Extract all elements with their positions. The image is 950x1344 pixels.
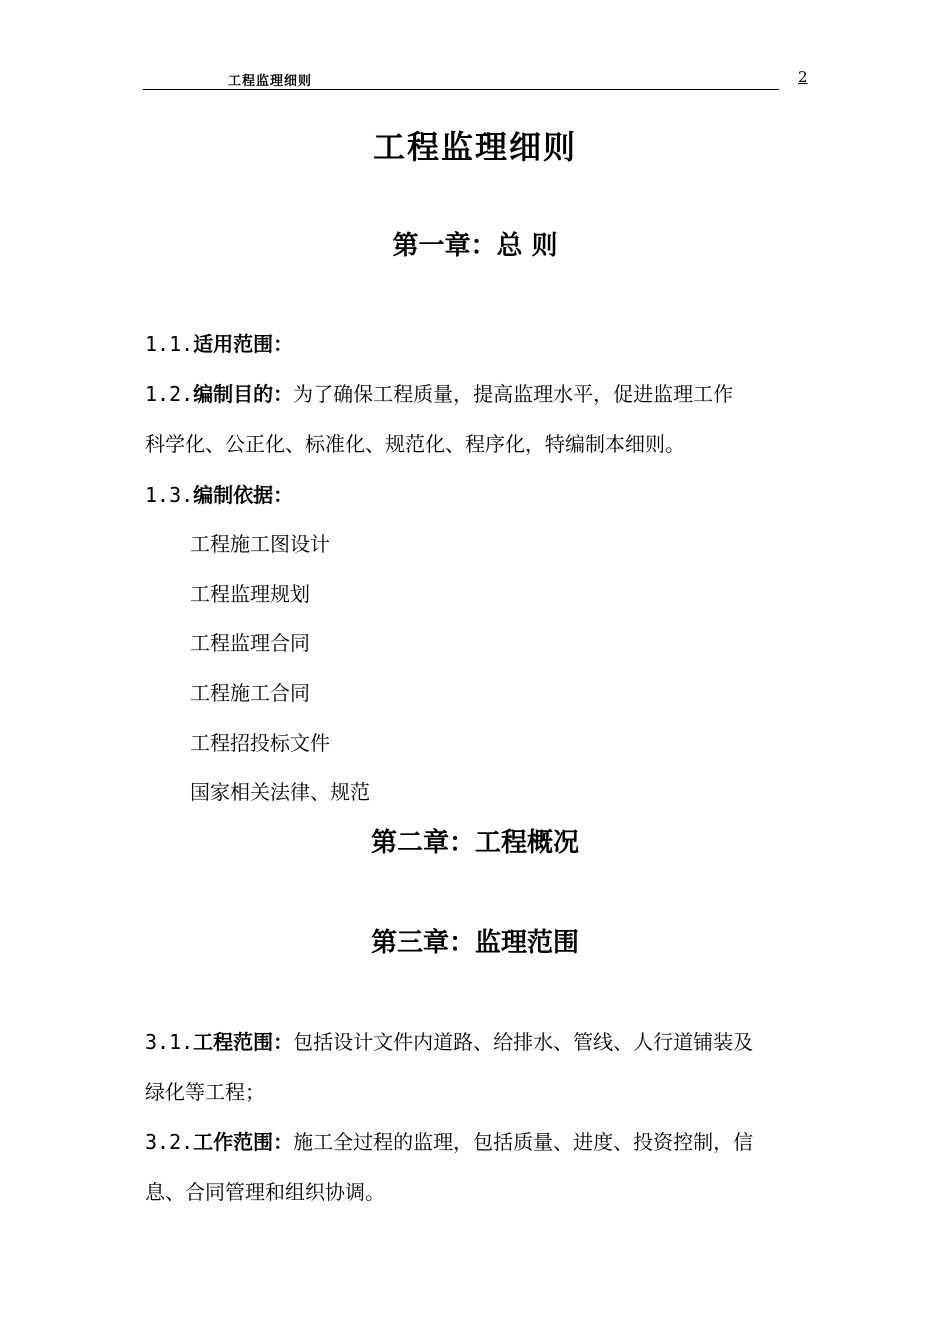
section-number: 1.2. bbox=[145, 382, 194, 406]
section-3-2 bbox=[145, 1126, 810, 1155]
section-text: 为了确保工程质量，提高监理水平，促进监理工作 bbox=[293, 382, 734, 406]
section-number: 1.1. bbox=[145, 332, 194, 356]
section-label: 工作范围： bbox=[193, 1130, 294, 1154]
document-title: 工程监理细则 bbox=[372, 128, 577, 166]
section-label: 编制目的： bbox=[193, 382, 294, 406]
header-divider bbox=[143, 89, 779, 90]
section-label: 适用范围： bbox=[193, 332, 294, 356]
page-number: 2 bbox=[798, 68, 808, 86]
section-1-2 bbox=[145, 378, 810, 407]
section-3-1-continued: 绿化等工程； bbox=[145, 1080, 265, 1104]
section-1-2-continued: 科学化、公正化、标准化、规范化、程序化，特编制本细则。 bbox=[145, 432, 685, 456]
section-3-1 bbox=[145, 1026, 810, 1055]
basis-item: 工程施工图设计 bbox=[190, 532, 330, 556]
chapter-2-heading: 第二章：工程概况 bbox=[370, 828, 579, 858]
section-1-1 bbox=[145, 328, 810, 357]
basis-item: 工程监理合同 bbox=[190, 631, 310, 655]
section-number: 3.2. bbox=[145, 1130, 194, 1154]
chapter-3-heading: 第三章：监理范围 bbox=[370, 928, 579, 958]
chapter-1-heading: 第一章：总 则 bbox=[392, 231, 558, 261]
basis-item: 国家相关法律、规范 bbox=[190, 780, 370, 804]
basis-item: 工程施工合同 bbox=[190, 681, 310, 705]
section-number: 3.1. bbox=[145, 1030, 194, 1054]
section-text: 施工全过程的监理，包括质量、进度、投资控制，信 bbox=[293, 1130, 754, 1154]
running-header-title: 工程监理细则 bbox=[228, 74, 313, 89]
section-number: 1.3. bbox=[145, 483, 194, 507]
basis-item: 工程监理规划 bbox=[190, 582, 310, 606]
section-label: 工程范围： bbox=[193, 1030, 294, 1054]
section-1-3 bbox=[145, 479, 810, 508]
section-text: 包括设计文件内道路、给排水、管线、人行道铺装及 bbox=[293, 1030, 754, 1054]
section-label: 编制依据： bbox=[193, 483, 294, 507]
basis-item: 工程招投标文件 bbox=[190, 731, 330, 755]
section-3-2-continued: 息、合同管理和组织协调。 bbox=[145, 1180, 385, 1204]
